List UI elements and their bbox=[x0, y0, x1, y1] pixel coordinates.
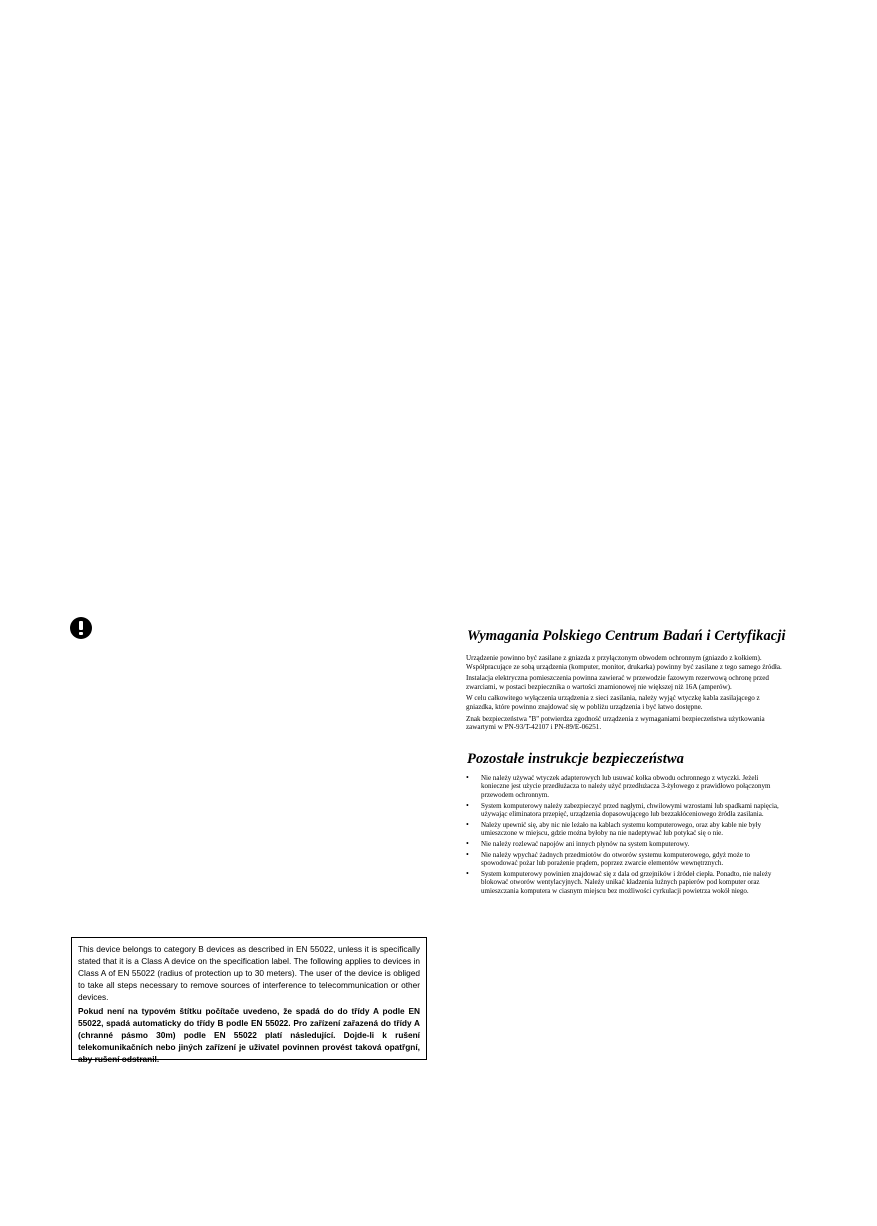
bullet-marker: • bbox=[466, 868, 469, 878]
bullet-marker: • bbox=[466, 819, 469, 829]
bullet-text: System komputerowy należy zabezpieczyć przed nagłymi, chwilowymi wzrostami lub spadkami napięcia, używając eliminatora przepięć, urządzenia dopasowującego lub bezzakłóceniowego źródła zasilania. bbox=[481, 801, 779, 819]
safety-bullet-item bbox=[466, 802, 786, 819]
polish-safety-section bbox=[466, 628, 786, 897]
bullet-text: Nie należy rozlewać napojów ani innych płynów na system komputerowy. bbox=[481, 839, 690, 848]
safety-bullet-item bbox=[466, 840, 786, 849]
bullet-marker: • bbox=[466, 838, 469, 848]
bullet-marker: • bbox=[466, 772, 469, 782]
warning-icon-dot bbox=[79, 632, 83, 635]
bullet-marker: • bbox=[466, 800, 469, 810]
safety-bullet-item bbox=[466, 870, 786, 896]
bullet-text: Należy upewnić się, aby nic nie leżało na kablach systemu komputerowego, oraz aby kable nie były umieszczone w miejscu, gdzie można byłoby na nie nadeptywać lub potykać się o nie. bbox=[481, 820, 762, 838]
polish-paragraph: W celu całkowitego wyłączenia urządzenia z sieci zasilania, należy wyjąć wtyczkę kabla zasilającego z gniazdka, które powinno znajdować się w pobliżu urządzenia i być łatwo dostępne. bbox=[466, 694, 760, 711]
safety-bullet-item bbox=[466, 774, 786, 800]
emc-notice-english: This device belongs to category B devices as described in EN 55022, unless it is specifically stated that it is a Class A device on the specification label. The following applies to devices in Class A of EN 55022 (radius of protection up to 30 meters). The user of the device is obliged to take all steps necessary to remove sources of interference to telecommunication or other devices. bbox=[78, 944, 420, 1002]
safety-bullet-item bbox=[466, 821, 786, 838]
bullet-text: Nie należy wpychać żadnych przedmiotów do otworów systemu komputerowego, gdyż może to spowodować pożar lub porażenie prądem, poprzez zwarcie elementów wewnętrznych. bbox=[481, 850, 751, 868]
polish-requirements-heading: Wymagania Polskiego Centrum Badań i Certyfikacji bbox=[467, 628, 786, 644]
bullet-text: Nie należy używać wtyczek adapterowych lub usuwać kołka obwodu ochronnego z wtyczki. Jeżeli konieczne jest użycie przedłużacza to należy użyć przedłużacza 3-żyłowego z prawidłowo połączonym przewodem ochronnym. bbox=[481, 773, 771, 799]
polish-paragraph: Znak bezpieczeństwa "B" potwierdza zgodność urządzenia z wymaganiami bezpieczeństwa użytkowania zawartymi w PN-93/T-42107 i PN-89/E-06251. bbox=[466, 714, 765, 732]
safety-bullet-list bbox=[466, 774, 786, 896]
polish-paragraph: Instalacja elektryczna pomieszczenia powinna zawierać w przewodzie fazowym rezerwową ochronę przed zwarciami, w postaci bezpiecznika o wartości znamionowej nie większej niż 16A (amperów). bbox=[466, 674, 769, 691]
warning-icon-bar bbox=[79, 621, 83, 630]
warning-icon bbox=[70, 617, 92, 639]
polish-paragraph: Urządzenie powinno być zasilane z gniazda z przyłączonym obwodem ochronnym (gniazdo z kołkiem). Współpracujące ze sobą urządzenia (komputer, monitor, drukarka) powinny być zasilane z tego samego źródła. bbox=[466, 654, 782, 671]
bullet-marker: • bbox=[466, 849, 469, 859]
emc-notice-box bbox=[71, 937, 427, 1064]
other-safety-instructions-heading: Pozostałe instrukcje bezpieczeństwa bbox=[467, 750, 684, 767]
safety-bullet-item bbox=[466, 851, 786, 868]
emc-notice-czech: Pokud není na typovém štítku počítače uvedeno, že spadá do do třídy A podle EN 55022, spadá automaticky do třídy B podle EN 55022. Pro zařízení zařazená do třídy A (chranné pásmo 30m) podle EN 55022 platí následující. Dojde-li k rušení telekomunikačních nebo jiných zařízení je uživatel povinnen provést taková opatřgní, aby rušení odstranil. bbox=[78, 1006, 420, 1064]
bullet-text: System komputerowy powinien znajdować się z dala od grzejników i źródeł ciepła. Ponadto, nie należy blokować otworów wentylacyjnych. Należy unikać kładzenia luźnych papierów pod komputer oraz umieszczania komputera w ciasnym miejscu bez możliwości cyrkulacji powietrza wokół niego. bbox=[481, 869, 772, 895]
